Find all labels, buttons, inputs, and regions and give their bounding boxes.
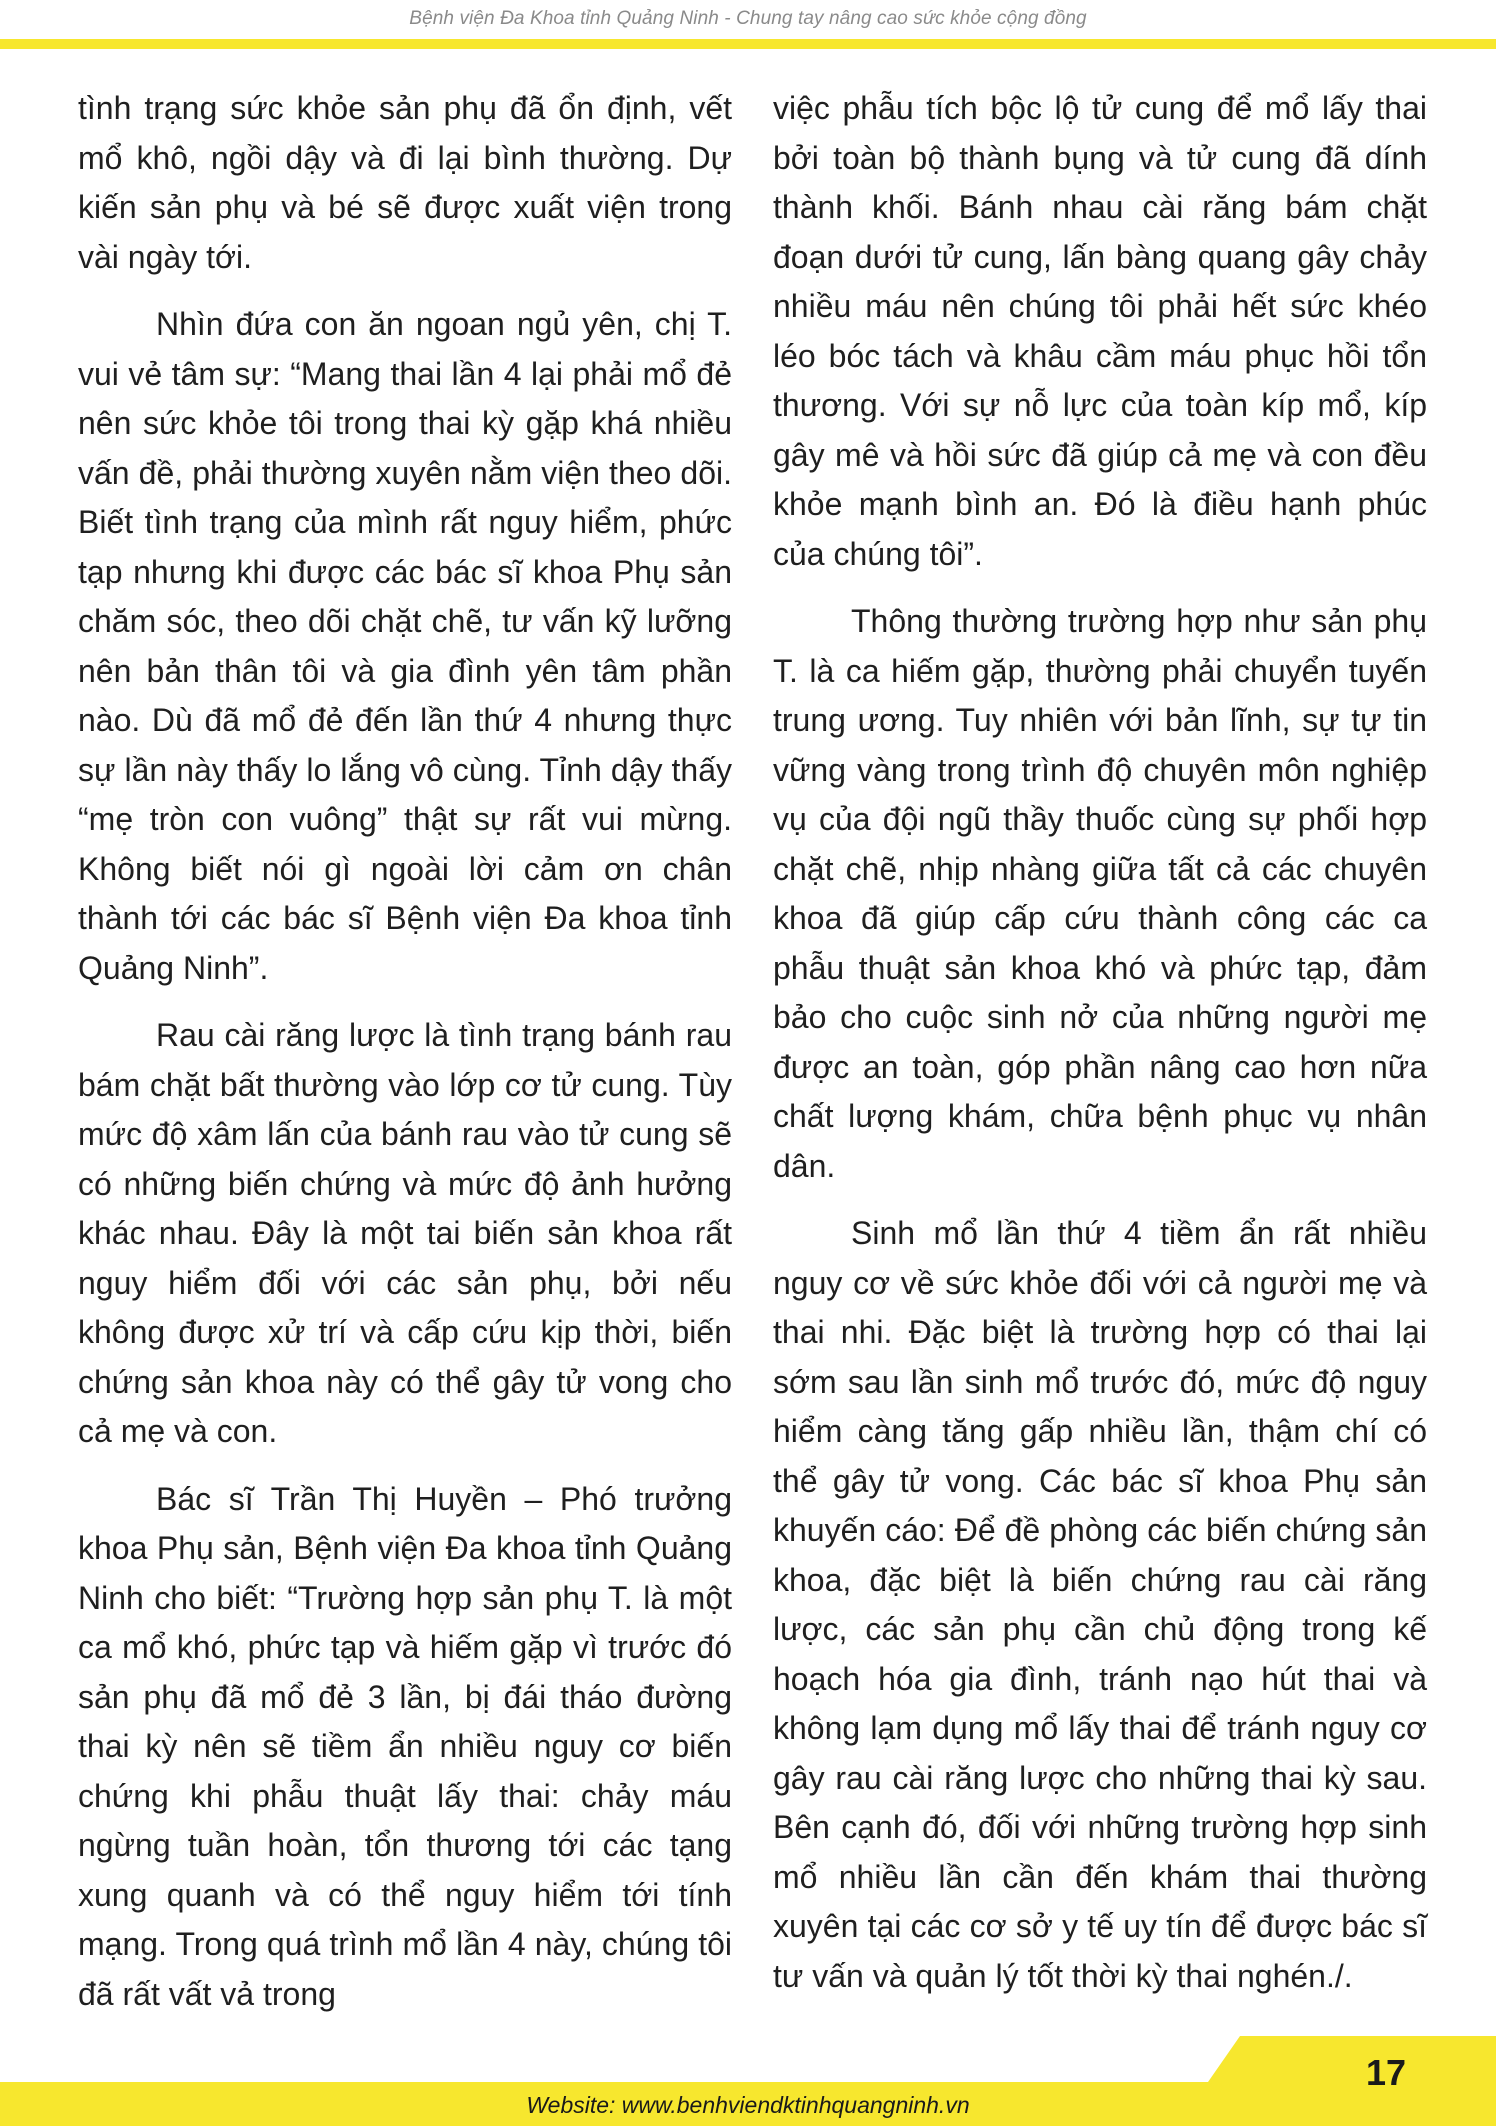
- right-paragraph-3: Sinh mổ lần thứ 4 tiềm ẩn rất nhiều nguy cơ về sức khỏe đối với cả người mẹ và thai nhi. Đặc biệt là trường hợp có thai lại sớm sau lần sinh mổ trước đó, mức độ nguy hiểm càng tăng gấp nhiều lần, thậm chí có thể gây tử vong. Các bác sĩ khoa Phụ sản khuyến cáo: Để đề phòng các biến chứng sản khoa, đặc biệt là biến chứng rau cài răng lược, các sản phụ cần chủ động trong kế hoạch hóa gia đình, tránh nạo hút thai và không lạm dụng mổ lấy thai để tránh nguy cơ gây rau cài răng lược cho những thai kỳ sau. Bên cạnh đó, đối với những trường hợp sinh mổ nhiều lần cần đến khám thai thường xuyên tại các cơ sở y tế uy tín để được bác sĩ tư vấn và quản lý tốt thời kỳ thai nghén./.: [773, 1215, 1427, 1994]
- left-column: [78, 84, 732, 2037]
- right-paragraph-1: việc phẫu tích bộc lộ tử cung để mổ lấy thai bởi toàn bộ thành bụng và tử cung đã dính thành khối. Bánh nhau cài răng bám chặt đoạn dưới tử cung, lấn bàng quang gây chảy nhiều máu nên chúng tôi phải hết sức khéo léo bóc tách và khâu cầm máu phục hồi tổn thương. Với sự nỗ lực của toàn kíp mổ, kíp gây mê và hồi sức đã giúp cả mẹ và con đều khỏe mạnh bình an. Đó là điều hạnh phúc của chúng tôi”.: [773, 90, 1427, 572]
- page-number: 17: [1366, 2052, 1407, 2093]
- right-column: [773, 84, 1427, 2019]
- left-paragraph-3: Rau cài răng lược là tình trạng bánh rau bám chặt bất thường vào lớp cơ tử cung. Tùy mức độ xâm lấn của bánh rau vào tử cung sẽ có những biến chứng và mức độ ảnh hưởng khác nhau. Đây là một tai biến sản khoa rất nguy hiểm đối với các sản phụ, bởi nếu không được xử trí và cấp cứu kịp thời, biến chứng sản khoa này có thể gây tử vong cho cả mẹ và con.: [78, 1017, 732, 1449]
- left-paragraph-2: Nhìn đứa con ăn ngoan ngủ yên, chị T. vui vẻ tâm sự: “Mang thai lần 4 lại phải mổ đẻ nên sức khỏe tôi trong thai kỳ gặp khá nhiều vấn đề, phải thường xuyên nằm viện theo dõi. Biết tình trạng của mình rất nguy hiểm, phức tạp nhưng khi được các bác sĩ khoa Phụ sản chăm sóc, theo dõi chặt chẽ, tư vấn kỹ lưỡng nên bản thân tôi và gia đình yên tâm phần nào. Dù đã mổ đẻ đến lần thứ 4 nhưng thực sự lần này thấy lo lắng vô cùng. Tỉnh dậy thấy “mẹ tròn con vuông” thật sự rất vui mừng. Không biết nói gì ngoài lời cảm ơn chân thành tới các bác sĩ Bệnh viện Đa khoa tỉnh Quảng Ninh”.: [78, 306, 732, 986]
- right-paragraph-2: Thông thường trường hợp như sản phụ T. là ca hiếm gặp, thường phải chuyển tuyến trung ương. Tuy nhiên với bản lĩnh, sự tự tin vững vàng trong trình độ chuyên môn nghiệp vụ của đội ngũ thầy thuốc cùng sự phối hợp chặt chẽ, nhịp nhàng giữa tất cả các chuyên khoa đã giúp cấp cứu thành công các ca phẫu thuật sản khoa khó và phức tạp, đảm bảo cho cuộc sinh nở của những người mẹ được an toàn, góp phần nâng cao hơn nữa chất lượng khám, chữa bệnh phục vụ nhân dân.: [773, 603, 1427, 1184]
- left-paragraph-1: tình trạng sức khỏe sản phụ đã ổn định, vết mổ khô, ngồi dậy và đi lại bình thường. Dự kiến sản phụ và bé sẽ được xuất viện trong vài ngày tới.: [78, 90, 732, 275]
- header-tagline: Bệnh viện Đa Khoa tỉnh Quảng Ninh - Chung tay nâng cao sức khỏe cộng đồng: [409, 8, 1087, 29]
- footer-website: Website: www.benhviendktinhquangninh.vn: [526, 2092, 970, 2118]
- left-paragraph-4: Bác sĩ Trần Thị Huyền – Phó trưởng khoa Phụ sản, Bệnh viện Đa khoa tỉnh Quảng Ninh cho biết: “Trường hợp sản phụ T. là một ca mổ khó, phức tạp và hiếm gặp vì trước đó sản phụ đã mổ đẻ 3 lần, bị đái tháo đường thai kỳ nên sẽ tiềm ẩn nhiều nguy cơ biến chứng khi phẫu thuật lấy thai: chảy máu ngừng tuần hoàn, tổn thương tới các tạng xung quanh và có thể nguy hiểm tới tính mạng. Trong quá trình mổ lần 4 này, chúng tôi đã rất vất vả trong: [78, 1480, 732, 2012]
- header-bar: [0, 39, 1496, 49]
